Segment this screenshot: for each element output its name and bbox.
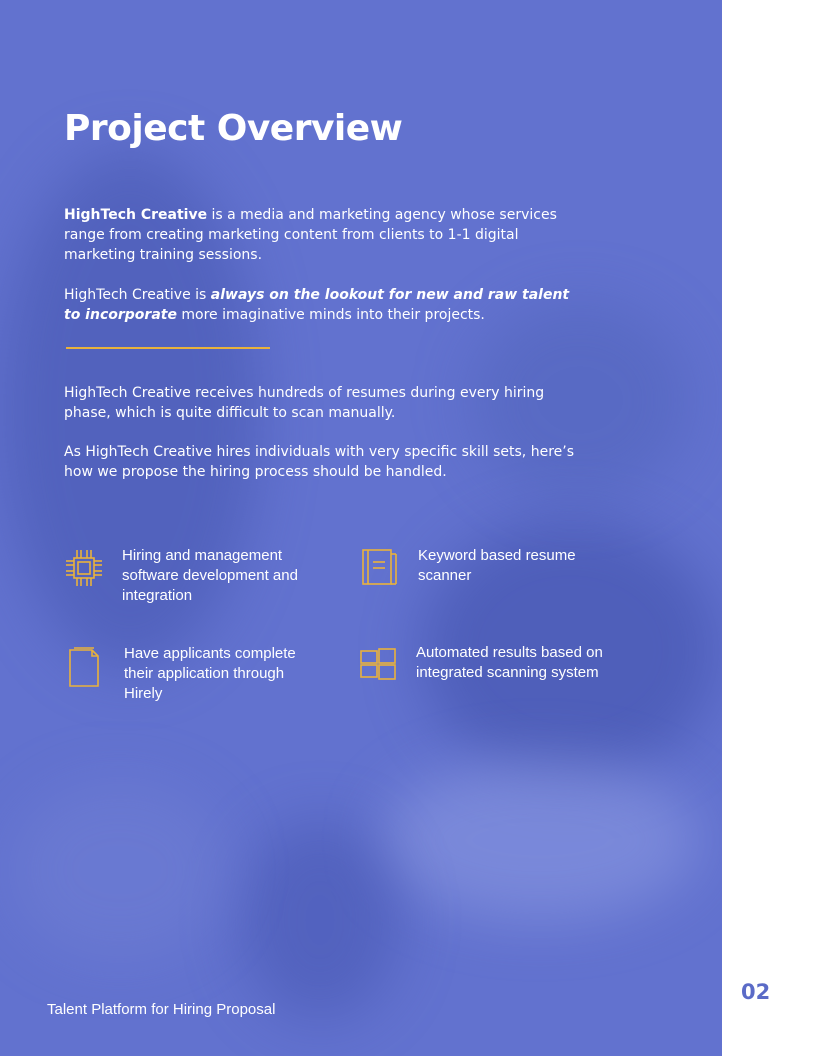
feature-label: Keyword based resume scanner [418,547,576,584]
feature-label: Have applicants complete their application through Hirely [124,645,296,702]
document-pages-icon [64,644,108,688]
feature-item [64,644,324,704]
notebook-icon [358,546,402,590]
section-divider [66,347,270,349]
page-title: Project Overview [64,108,403,149]
feature-item [356,643,616,687]
page-number: 02 [741,980,771,1004]
intro-paragraph [64,205,574,265]
feature-item [62,546,322,606]
microchip-icon [62,546,106,590]
resumes-paragraph: HighTech Creative receives hundreds of resumes during every hiring phase, which is quite difficult to scan manually. [64,385,545,421]
feature-label: Hiring and management software development and integration [122,547,298,604]
intro-text: is a media and marketing agency whose services range from creating marketing content from clients to 1-1 digital marketing training sessions. [64,207,557,263]
company-name: HighTech Creative [64,207,208,223]
feature-item [358,546,618,590]
proposal-paragraph: As HighTech Creative hires individuals with very specific skill sets, here’s how we propose the hiring process should be handled. [64,444,574,480]
talent-paragraph [64,285,574,325]
talent-text-start: HighTech Creative is [64,287,211,303]
talent-emphasis: always on the lookout for new and raw talent to incorporate [64,287,570,323]
footer-text: Talent Platform for Hiring Proposal [47,1001,276,1018]
windows-grid-icon [356,643,400,687]
feature-label: Automated results based on integrated scanning system [416,644,603,681]
talent-text-end: more imaginative minds into their projects. [176,307,485,323]
